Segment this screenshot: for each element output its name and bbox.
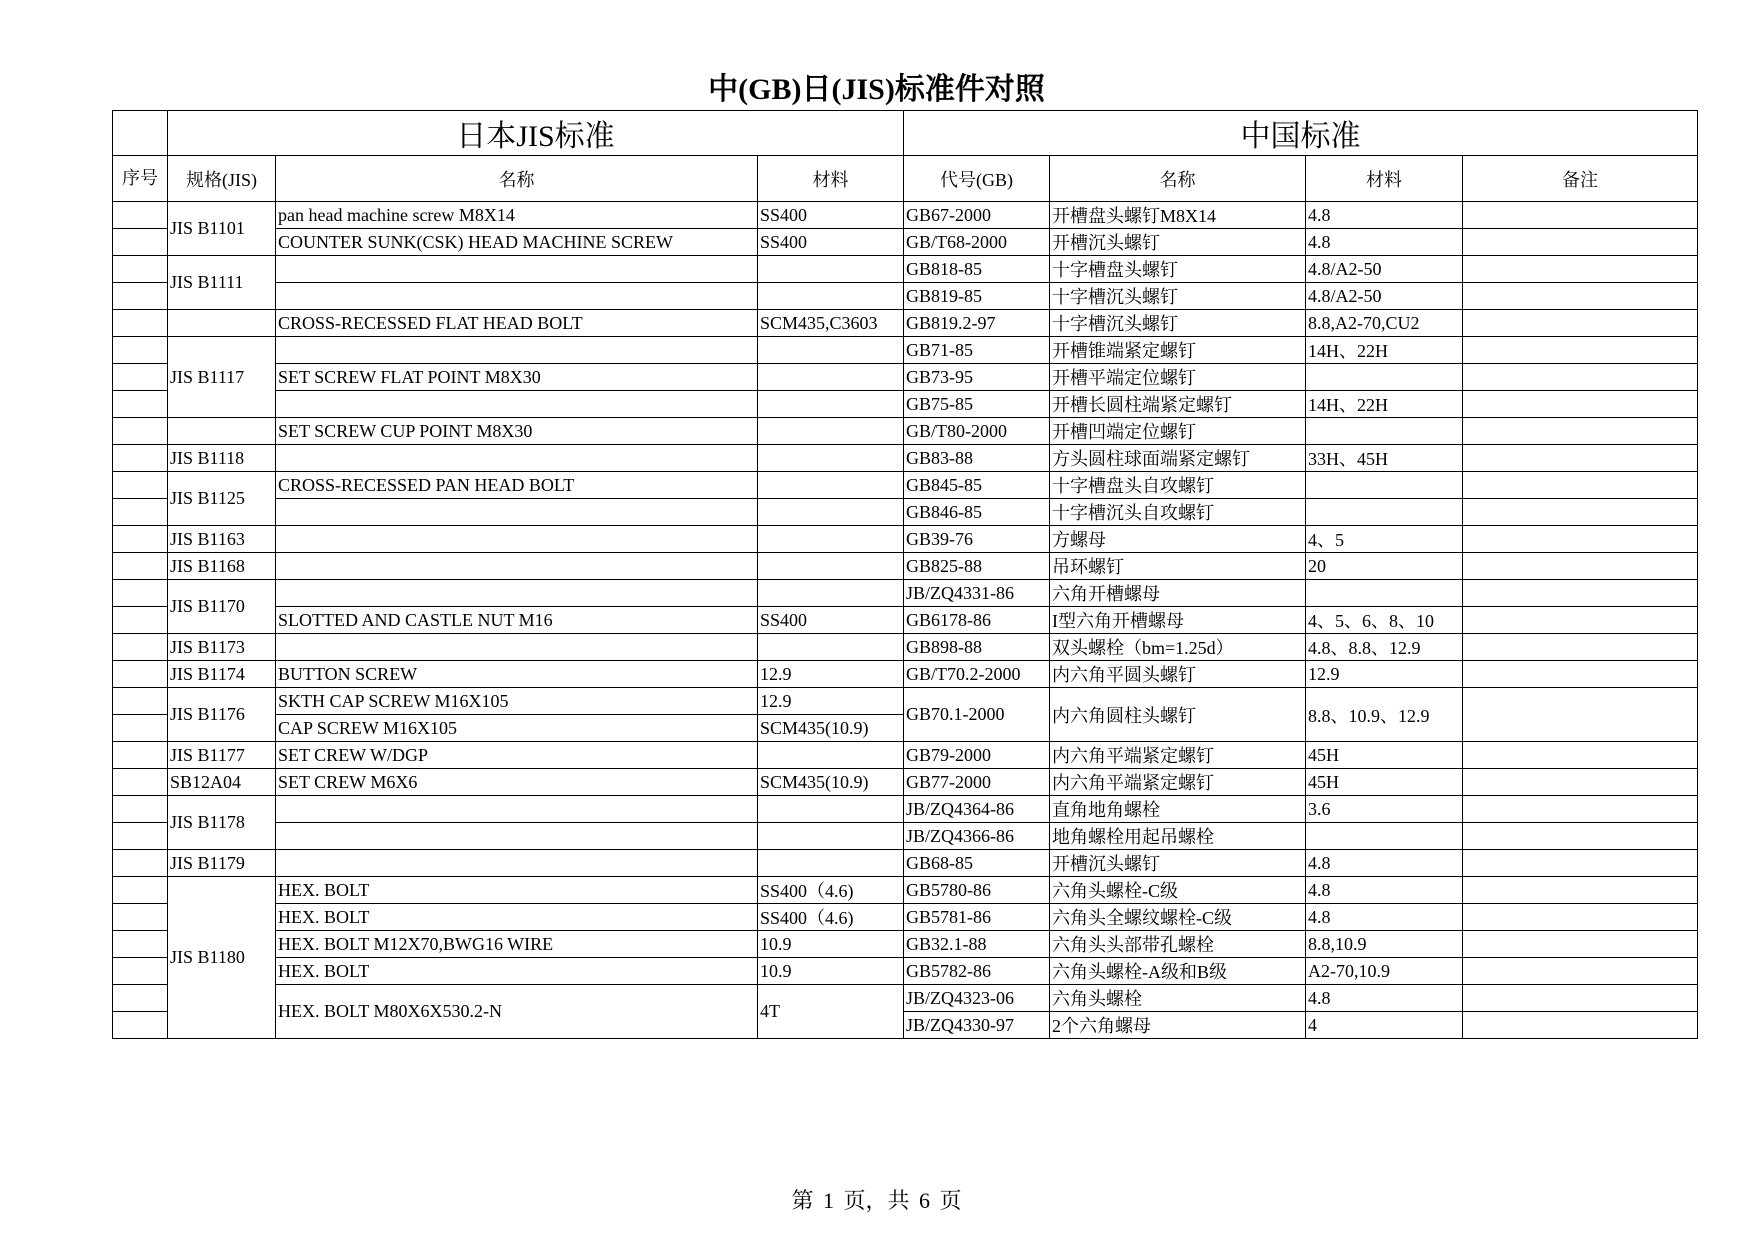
jis-name-cell xyxy=(276,850,758,877)
gb-name-cell: 内六角平端紧定螺钉 xyxy=(1050,769,1306,796)
seq-cell xyxy=(113,229,168,256)
gb-group-header: 中国标准 xyxy=(904,111,1698,156)
jis-spec-cell: JIS B1117 xyxy=(168,337,276,418)
jis-name-cell: HEX. BOLT M80X6X530.2-N xyxy=(276,985,758,1039)
gb-material-cell: 4 xyxy=(1306,1012,1463,1039)
gb-material-cell: 20 xyxy=(1306,553,1463,580)
gb-code-cell: JB/ZQ4330-97 xyxy=(904,1012,1050,1039)
remark-cell xyxy=(1463,472,1698,499)
jis-spec-cell xyxy=(168,310,276,337)
table-row xyxy=(113,310,1698,337)
standards-table xyxy=(112,110,1698,1039)
remark-cell xyxy=(1463,283,1698,310)
jis-material-cell xyxy=(758,418,904,445)
jis-material-cell: SS400 xyxy=(758,202,904,229)
gb-name-cell: 双头螺栓（bm=1.25d） xyxy=(1050,634,1306,661)
jis-name-cell: HEX. BOLT xyxy=(276,904,758,931)
seq-cell xyxy=(113,877,168,904)
document-title: 中(GB)日(JIS)标准件对照 xyxy=(708,73,1045,106)
jis-spec-header: 规格(JIS) xyxy=(168,156,276,202)
remark-cell xyxy=(1463,877,1698,904)
jis-name-cell xyxy=(276,796,758,823)
gb-material-cell xyxy=(1306,418,1463,445)
jis-material-cell xyxy=(758,850,904,877)
seq-cell xyxy=(113,796,168,823)
table-row xyxy=(113,580,1698,607)
gb-name-header: 名称 xyxy=(1050,156,1306,202)
jis-name-cell: BUTTON SCREW xyxy=(276,661,758,688)
remark-cell xyxy=(1463,688,1698,742)
gb-name-cell: 十字槽沉头自攻螺钉 xyxy=(1050,499,1306,526)
jis-material-cell: SCM435(10.9) xyxy=(758,769,904,796)
jis-material-cell xyxy=(758,391,904,418)
gb-code-cell: GB68-85 xyxy=(904,850,1050,877)
table-row xyxy=(113,337,1698,364)
remark-cell xyxy=(1463,796,1698,823)
jis-material-cell xyxy=(758,337,904,364)
gb-name-cell: 十字槽沉头螺钉 xyxy=(1050,310,1306,337)
jis-spec-cell: JIS B1177 xyxy=(168,742,276,769)
jis-name-cell xyxy=(276,445,758,472)
gb-material-cell: 4.8/A2-50 xyxy=(1306,256,1463,283)
jis-name-cell xyxy=(276,634,758,661)
jis-spec-cell: SB12A04 xyxy=(168,769,276,796)
table-row xyxy=(113,526,1698,553)
remark-cell xyxy=(1463,256,1698,283)
remark-cell xyxy=(1463,634,1698,661)
gb-code-cell: GB79-2000 xyxy=(904,742,1050,769)
gb-name-cell: 方螺母 xyxy=(1050,526,1306,553)
table-row xyxy=(113,445,1698,472)
jis-name-cell: SKTH CAP SCREW M16X105 xyxy=(276,688,758,715)
gb-material-cell: 4.8 xyxy=(1306,985,1463,1012)
seq-cell xyxy=(113,634,168,661)
jis-name-cell xyxy=(276,553,758,580)
seq-cell xyxy=(113,715,168,742)
gb-material-cell xyxy=(1306,364,1463,391)
gb-material-cell: 33H、45H xyxy=(1306,445,1463,472)
table-row xyxy=(113,553,1698,580)
jis-spec-cell: JIS B1168 xyxy=(168,553,276,580)
jis-name-cell: SET SCREW CUP POINT M8X30 xyxy=(276,418,758,445)
gb-code-cell: GB846-85 xyxy=(904,499,1050,526)
seq-cell xyxy=(113,499,168,526)
jis-material-cell: 12.9 xyxy=(758,688,904,715)
gb-name-cell: 六角头头部带孔螺栓 xyxy=(1050,931,1306,958)
table-row xyxy=(113,688,1698,715)
jis-name-header: 名称 xyxy=(276,156,758,202)
gb-code-cell: GB32.1-88 xyxy=(904,931,1050,958)
gb-code-cell: GB/T80-2000 xyxy=(904,418,1050,445)
seq-header-blank xyxy=(113,111,168,156)
remark-cell xyxy=(1463,823,1698,850)
jis-name-cell xyxy=(276,391,758,418)
jis-name-cell: HEX. BOLT M12X70,BWG16 WIRE xyxy=(276,931,758,958)
gb-material-cell: 4.8 xyxy=(1306,202,1463,229)
remark-cell xyxy=(1463,661,1698,688)
table-row xyxy=(113,931,1698,958)
remark-cell xyxy=(1463,229,1698,256)
gb-material-cell: 45H xyxy=(1306,742,1463,769)
table-row xyxy=(113,877,1698,904)
jis-material-cell: 10.9 xyxy=(758,931,904,958)
jis-material-cell xyxy=(758,742,904,769)
table-row xyxy=(113,958,1698,985)
jis-spec-cell: JIS B1178 xyxy=(168,796,276,850)
gb-code-cell: GB39-76 xyxy=(904,526,1050,553)
jis-name-cell: SLOTTED AND CASTLE NUT M16 xyxy=(276,607,758,634)
seq-cell xyxy=(113,256,168,283)
jis-name-cell xyxy=(276,823,758,850)
table-row xyxy=(113,796,1698,823)
seq-cell xyxy=(113,310,168,337)
gb-code-cell: GB71-85 xyxy=(904,337,1050,364)
gb-code-cell: GB77-2000 xyxy=(904,769,1050,796)
gb-name-cell: 十字槽沉头螺钉 xyxy=(1050,283,1306,310)
seq-cell xyxy=(113,283,168,310)
remark-cell xyxy=(1463,445,1698,472)
gb-name-cell: 十字槽盘头自攻螺钉 xyxy=(1050,472,1306,499)
gb-material-cell: 3.6 xyxy=(1306,796,1463,823)
jis-group-header: 日本JIS标准 xyxy=(168,111,904,156)
jis-material-cell xyxy=(758,472,904,499)
gb-code-cell: GB825-88 xyxy=(904,553,1050,580)
table-body xyxy=(113,111,1698,1039)
gb-material-cell: 4.8、8.8、12.9 xyxy=(1306,634,1463,661)
gb-code-cell: GB/T68-2000 xyxy=(904,229,1050,256)
jis-spec-cell: JIS B1101 xyxy=(168,202,276,256)
jis-spec-cell: JIS B1125 xyxy=(168,472,276,526)
gb-name-cell: 开槽沉头螺钉 xyxy=(1050,850,1306,877)
gb-name-cell: 直角地角螺栓 xyxy=(1050,796,1306,823)
seq-cell xyxy=(113,337,168,364)
gb-name-cell: 六角头螺栓-C级 xyxy=(1050,877,1306,904)
jis-material-cell xyxy=(758,634,904,661)
gb-code-cell: GB70.1-2000 xyxy=(904,688,1050,742)
jis-name-cell: HEX. BOLT xyxy=(276,958,758,985)
column-header-row xyxy=(113,156,1698,202)
seq-cell xyxy=(113,985,168,1012)
gb-code-header: 代号(GB) xyxy=(904,156,1050,202)
seq-cell xyxy=(113,1012,168,1039)
table-row xyxy=(113,283,1698,310)
remark-cell xyxy=(1463,364,1698,391)
remark-cell xyxy=(1463,607,1698,634)
gb-code-cell: GB5780-86 xyxy=(904,877,1050,904)
jis-spec-cell: JIS B1111 xyxy=(168,256,276,310)
gb-name-cell: 开槽锥端紧定螺钉 xyxy=(1050,337,1306,364)
jis-spec-cell xyxy=(168,418,276,445)
gb-material-cell: 4.8/A2-50 xyxy=(1306,283,1463,310)
gb-code-cell: JB/ZQ4366-86 xyxy=(904,823,1050,850)
jis-material-cell xyxy=(758,796,904,823)
jis-material-cell: SS400 xyxy=(758,229,904,256)
gb-code-cell: GB83-88 xyxy=(904,445,1050,472)
table-row xyxy=(113,769,1698,796)
jis-spec-cell: JIS B1174 xyxy=(168,661,276,688)
jis-material-cell xyxy=(758,526,904,553)
jis-material-cell xyxy=(758,580,904,607)
jis-spec-cell: JIS B1173 xyxy=(168,634,276,661)
remark-cell xyxy=(1463,958,1698,985)
gb-material-cell: 4、5、6、8、10 xyxy=(1306,607,1463,634)
jis-material-cell: 10.9 xyxy=(758,958,904,985)
gb-material-cell xyxy=(1306,823,1463,850)
jis-name-cell: CAP SCREW M16X105 xyxy=(276,715,758,742)
table-row xyxy=(113,607,1698,634)
remark-cell xyxy=(1463,391,1698,418)
group-header-row xyxy=(113,111,1698,156)
seq-cell xyxy=(113,958,168,985)
remark-cell xyxy=(1463,850,1698,877)
gb-name-cell: 内六角平端紧定螺钉 xyxy=(1050,742,1306,769)
remark-cell xyxy=(1463,337,1698,364)
remark-cell xyxy=(1463,931,1698,958)
gb-name-cell: I型六角开槽螺母 xyxy=(1050,607,1306,634)
seq-cell xyxy=(113,418,168,445)
gb-material-cell xyxy=(1306,499,1463,526)
gb-material-header: 材料 xyxy=(1306,156,1463,202)
table-row xyxy=(113,742,1698,769)
jis-name-cell xyxy=(276,580,758,607)
jis-name-cell: COUNTER SUNK(CSK) HEAD MACHINE SCREW xyxy=(276,229,758,256)
jis-material-cell: SS400（4.6) xyxy=(758,904,904,931)
remark-cell xyxy=(1463,769,1698,796)
table-row xyxy=(113,418,1698,445)
seq-cell xyxy=(113,445,168,472)
table-row xyxy=(113,202,1698,229)
jis-name-cell: SET SCREW FLAT POINT M8X30 xyxy=(276,364,758,391)
jis-name-cell xyxy=(276,499,758,526)
jis-name-cell xyxy=(276,283,758,310)
gb-code-cell: GB75-85 xyxy=(904,391,1050,418)
seq-cell xyxy=(113,472,168,499)
gb-code-cell: GB73-95 xyxy=(904,364,1050,391)
gb-material-cell: 4.8 xyxy=(1306,877,1463,904)
jis-material-header: 材料 xyxy=(758,156,904,202)
table-row xyxy=(113,391,1698,418)
gb-code-cell: GB5782-86 xyxy=(904,958,1050,985)
gb-material-cell: A2-70,10.9 xyxy=(1306,958,1463,985)
gb-material-cell: 14H、22H xyxy=(1306,337,1463,364)
jis-material-cell xyxy=(758,553,904,580)
seq-cell xyxy=(113,202,168,229)
remark-cell xyxy=(1463,310,1698,337)
gb-name-cell: 六角头螺栓 xyxy=(1050,985,1306,1012)
remark-cell xyxy=(1463,526,1698,553)
table-row xyxy=(113,256,1698,283)
jis-name-cell: SET CREW W/DGP xyxy=(276,742,758,769)
seq-cell xyxy=(113,580,168,607)
gb-name-cell: 六角头全螺纹螺栓-C级 xyxy=(1050,904,1306,931)
seq-header: 序号 xyxy=(113,156,168,202)
gb-material-cell: 4.8 xyxy=(1306,229,1463,256)
seq-cell xyxy=(113,850,168,877)
jis-material-cell: 12.9 xyxy=(758,661,904,688)
gb-name-cell: 方头圆柱球面端紧定螺钉 xyxy=(1050,445,1306,472)
gb-code-cell: GB819-85 xyxy=(904,283,1050,310)
remark-cell xyxy=(1463,742,1698,769)
jis-material-cell: 4T xyxy=(758,985,904,1039)
jis-spec-cell: JIS B1176 xyxy=(168,688,276,742)
remark-cell xyxy=(1463,418,1698,445)
jis-name-cell: SET CREW M6X6 xyxy=(276,769,758,796)
gb-name-cell: 十字槽盘头螺钉 xyxy=(1050,256,1306,283)
table-row xyxy=(113,904,1698,931)
seq-cell xyxy=(113,823,168,850)
gb-name-cell: 六角开槽螺母 xyxy=(1050,580,1306,607)
jis-spec-cell: JIS B1170 xyxy=(168,580,276,634)
gb-code-cell: GB819.2-97 xyxy=(904,310,1050,337)
remark-cell xyxy=(1463,580,1698,607)
remark-header: 备注 xyxy=(1463,156,1698,202)
jis-name-cell: pan head machine screw M8X14 xyxy=(276,202,758,229)
jis-spec-cell: JIS B1180 xyxy=(168,877,276,1039)
jis-material-cell xyxy=(758,256,904,283)
table-row xyxy=(113,661,1698,688)
remark-cell xyxy=(1463,553,1698,580)
gb-code-cell: GB818-85 xyxy=(904,256,1050,283)
table-row xyxy=(113,499,1698,526)
jis-material-cell: SCM435(10.9) xyxy=(758,715,904,742)
gb-material-cell: 12.9 xyxy=(1306,661,1463,688)
jis-material-cell xyxy=(758,283,904,310)
gb-code-cell: GB845-85 xyxy=(904,472,1050,499)
seq-cell xyxy=(113,742,168,769)
seq-cell xyxy=(113,391,168,418)
remark-cell xyxy=(1463,202,1698,229)
gb-code-cell: GB/T70.2-2000 xyxy=(904,661,1050,688)
gb-material-cell xyxy=(1306,580,1463,607)
jis-name-cell: CROSS-RECESSED FLAT HEAD BOLT xyxy=(276,310,758,337)
table-row xyxy=(113,985,1698,1012)
table-row xyxy=(113,229,1698,256)
table-row xyxy=(113,823,1698,850)
jis-name-cell: HEX. BOLT xyxy=(276,877,758,904)
jis-material-cell xyxy=(758,364,904,391)
gb-material-cell: 8.8、10.9、12.9 xyxy=(1306,688,1463,742)
jis-name-cell xyxy=(276,337,758,364)
remark-cell xyxy=(1463,499,1698,526)
gb-code-cell: GB898-88 xyxy=(904,634,1050,661)
jis-material-cell xyxy=(758,445,904,472)
gb-code-cell: GB5781-86 xyxy=(904,904,1050,931)
jis-spec-cell: JIS B1118 xyxy=(168,445,276,472)
seq-cell xyxy=(113,607,168,634)
table-row xyxy=(113,850,1698,877)
gb-material-cell xyxy=(1306,472,1463,499)
gb-material-cell: 8.8,10.9 xyxy=(1306,931,1463,958)
table-row xyxy=(113,472,1698,499)
seq-cell xyxy=(113,931,168,958)
gb-code-cell: GB6178-86 xyxy=(904,607,1050,634)
jis-spec-cell: JIS B1163 xyxy=(168,526,276,553)
gb-name-cell: 地角螺栓用起吊螺栓 xyxy=(1050,823,1306,850)
gb-code-cell: JB/ZQ4323-06 xyxy=(904,985,1050,1012)
gb-code-cell: JB/ZQ4364-86 xyxy=(904,796,1050,823)
gb-material-cell: 4.8 xyxy=(1306,850,1463,877)
jis-name-cell: CROSS-RECESSED PAN HEAD BOLT xyxy=(276,472,758,499)
jis-material-cell: SS400 xyxy=(758,607,904,634)
jis-spec-cell: JIS B1179 xyxy=(168,850,276,877)
jis-material-cell: SS400（4.6) xyxy=(758,877,904,904)
gb-material-cell: 8.8,A2-70,CU2 xyxy=(1306,310,1463,337)
remark-cell xyxy=(1463,904,1698,931)
seq-cell xyxy=(113,904,168,931)
page-footer: 第 1 页，共 6 页 xyxy=(791,1188,962,1213)
gb-name-cell: 六角头螺栓-A级和B级 xyxy=(1050,958,1306,985)
gb-name-cell: 内六角圆柱头螺钉 xyxy=(1050,688,1306,742)
jis-material-cell xyxy=(758,823,904,850)
gb-material-cell: 14H、22H xyxy=(1306,391,1463,418)
gb-code-cell: GB67-2000 xyxy=(904,202,1050,229)
table-row xyxy=(113,364,1698,391)
seq-cell xyxy=(113,526,168,553)
seq-cell xyxy=(113,364,168,391)
gb-name-cell: 吊环螺钉 xyxy=(1050,553,1306,580)
seq-cell xyxy=(113,688,168,715)
gb-material-cell: 4、5 xyxy=(1306,526,1463,553)
jis-material-cell: SCM435,C3603 xyxy=(758,310,904,337)
gb-name-cell: 2个六角螺母 xyxy=(1050,1012,1306,1039)
gb-name-cell: 内六角平圆头螺钉 xyxy=(1050,661,1306,688)
seq-cell xyxy=(113,553,168,580)
remark-cell xyxy=(1463,1012,1698,1039)
jis-name-cell xyxy=(276,526,758,553)
gb-code-cell: JB/ZQ4331-86 xyxy=(904,580,1050,607)
gb-material-cell: 45H xyxy=(1306,769,1463,796)
jis-material-cell xyxy=(758,499,904,526)
gb-name-cell: 开槽盘头螺钉M8X14 xyxy=(1050,202,1306,229)
gb-name-cell: 开槽凹端定位螺钉 xyxy=(1050,418,1306,445)
seq-cell xyxy=(113,661,168,688)
gb-name-cell: 开槽平端定位螺钉 xyxy=(1050,364,1306,391)
gb-material-cell: 4.8 xyxy=(1306,904,1463,931)
jis-name-cell xyxy=(276,256,758,283)
table-row xyxy=(113,634,1698,661)
gb-name-cell: 开槽长圆柱端紧定螺钉 xyxy=(1050,391,1306,418)
gb-name-cell: 开槽沉头螺钉 xyxy=(1050,229,1306,256)
remark-cell xyxy=(1463,985,1698,1012)
seq-cell xyxy=(113,769,168,796)
